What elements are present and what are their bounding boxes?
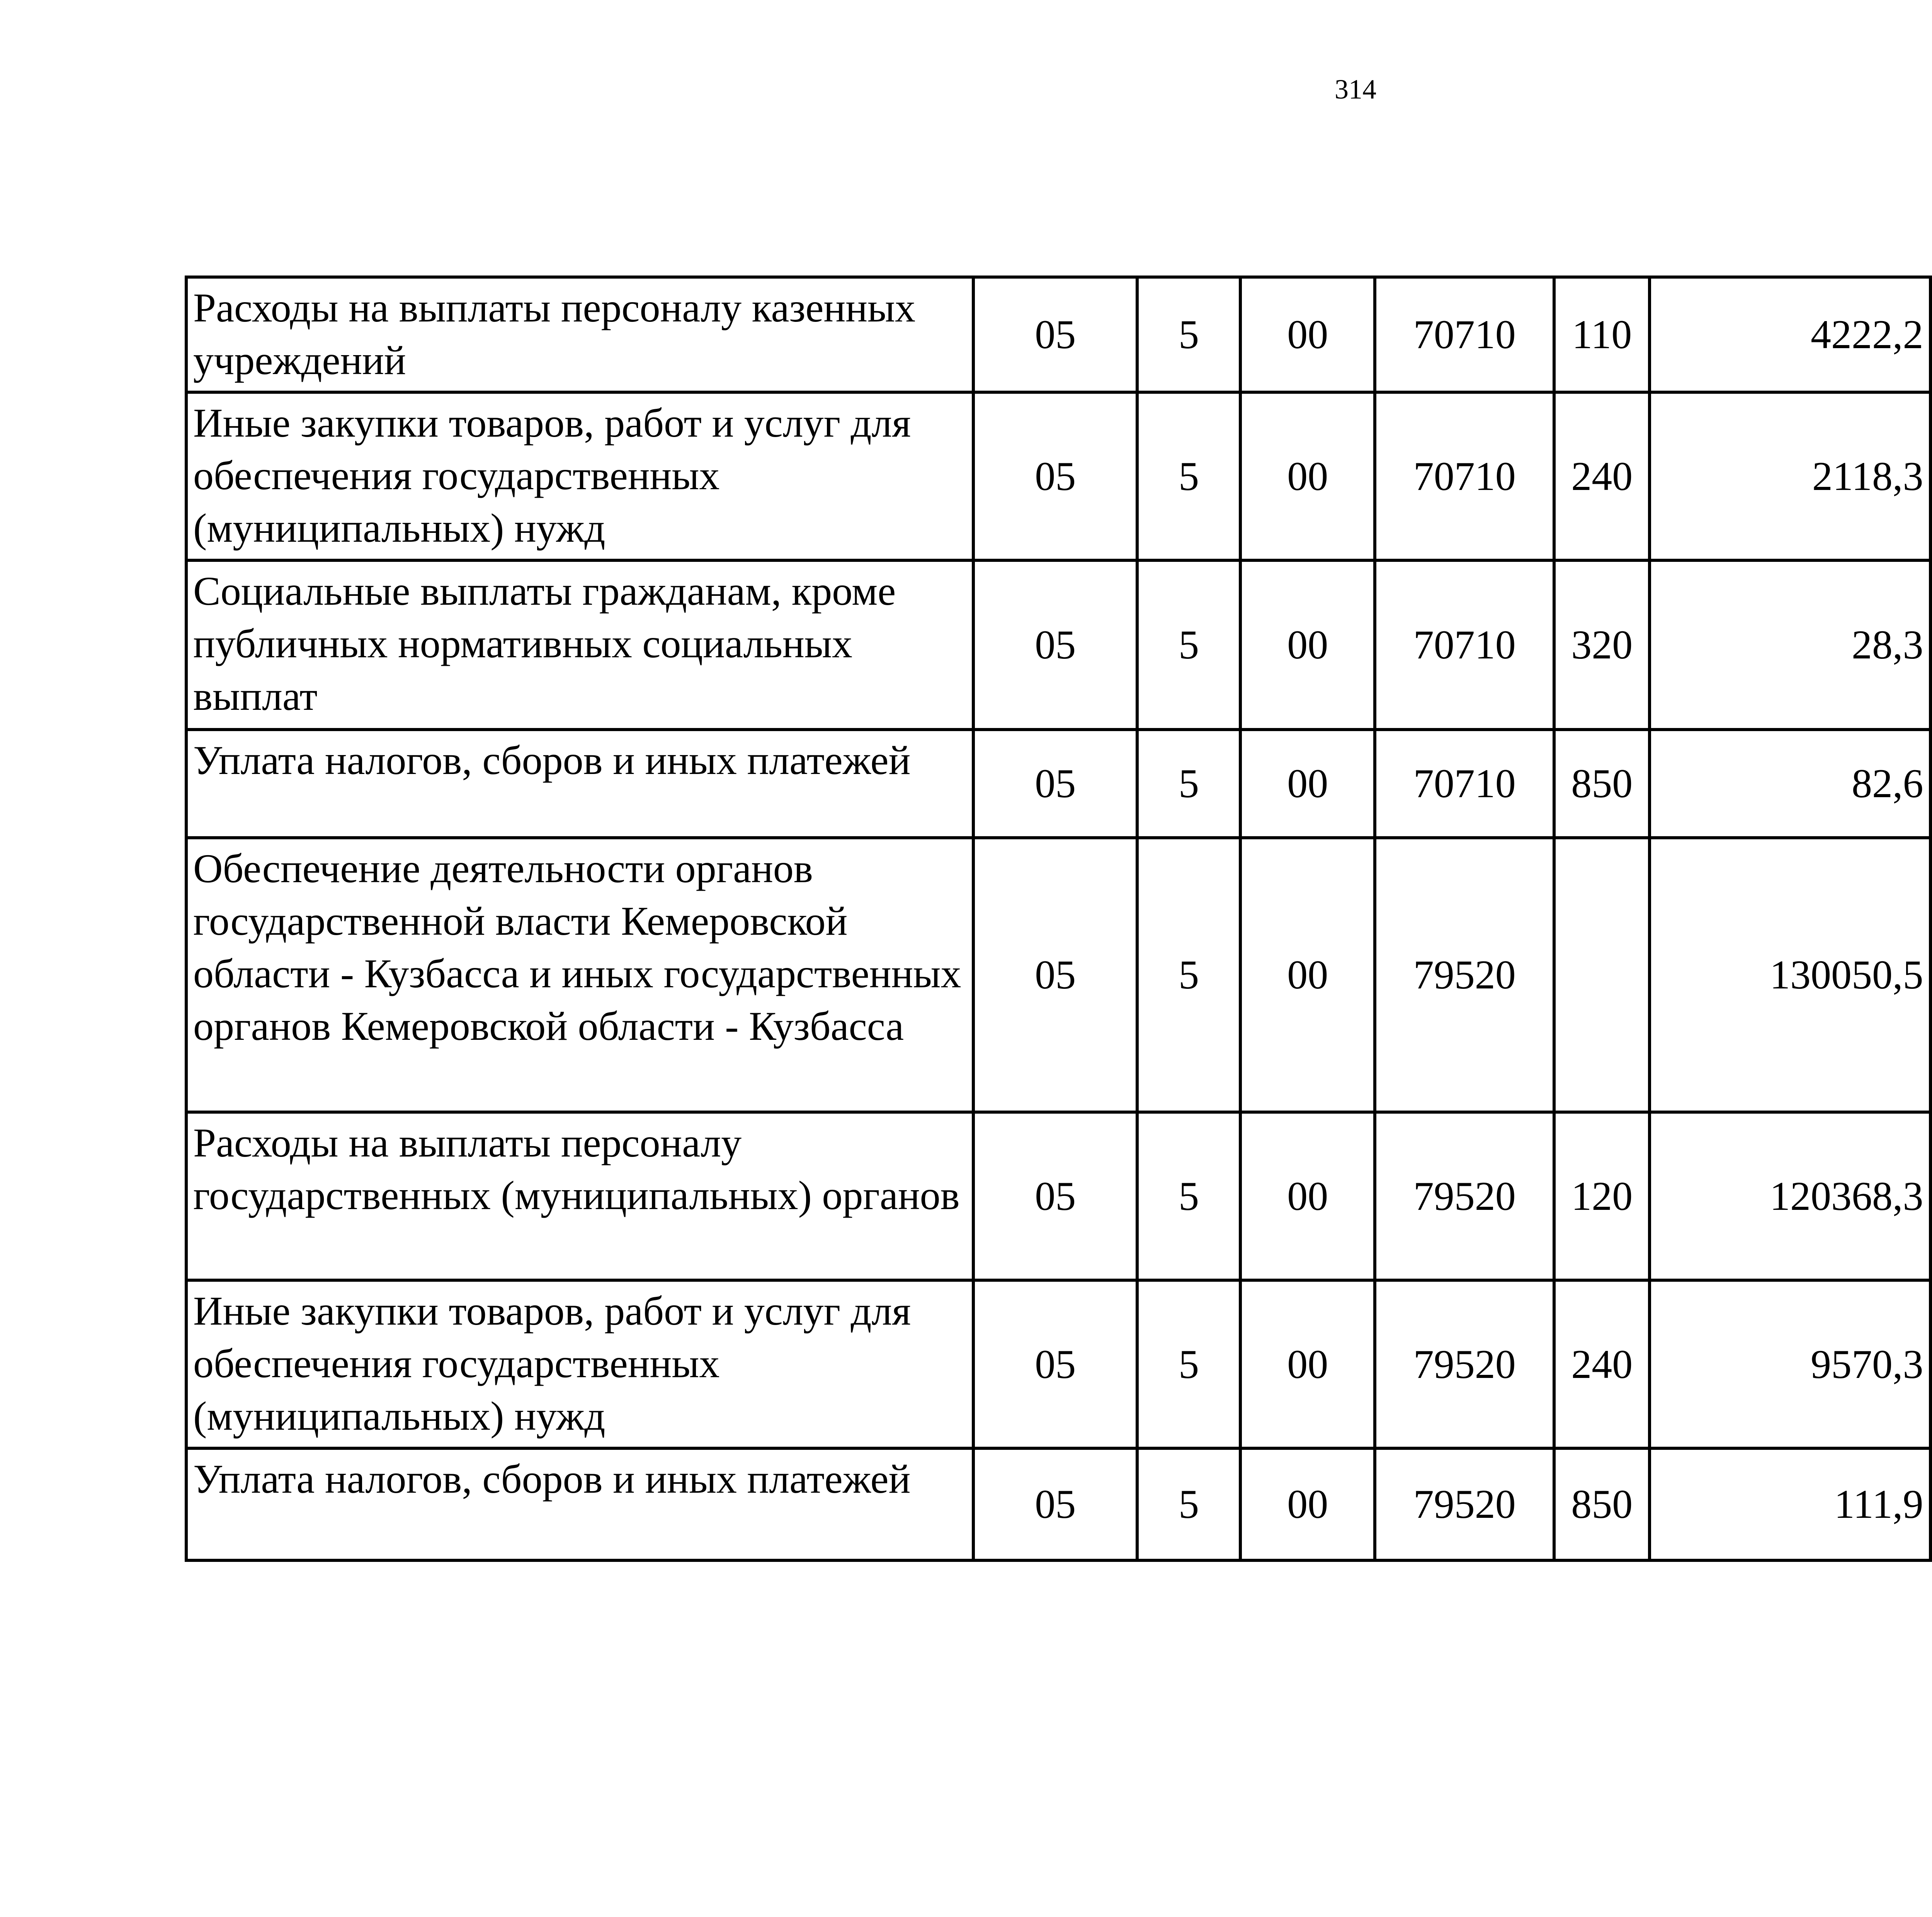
row-name: Иные закупки товаров, работ и услуг для обеспечения государственных (муниципальных) нужд — [186, 392, 973, 560]
program-code: 5 — [1137, 392, 1240, 560]
expense-type-code: 110 — [1554, 277, 1650, 392]
table-row — [186, 1112, 1932, 1280]
amount-2 — [1930, 1280, 1932, 1448]
program-code: 5 — [1137, 560, 1240, 730]
target-item-code: 79520 — [1375, 838, 1554, 1112]
expense-type-code: 120 — [1554, 1112, 1650, 1280]
section-code: 05 — [973, 838, 1137, 1112]
subprogram-code: 00 — [1240, 730, 1375, 838]
row-name: Расходы на выплаты персоналу казенных учреждений — [186, 277, 973, 392]
amount-2 — [1930, 838, 1932, 1112]
amount-2 — [1930, 1112, 1932, 1280]
amount-2 — [1930, 560, 1932, 730]
row-name: Уплата налогов, сборов и иных платежей — [186, 730, 973, 838]
table-row — [186, 277, 1932, 392]
table-row — [186, 838, 1932, 1112]
row-name: Обеспечение деятельности органов государственной власти Кемеровской области - Кузбасса и иных государственных органов Кемеровской области - Кузбасса — [186, 838, 973, 1112]
program-code: 5 — [1137, 730, 1240, 838]
program-code: 5 — [1137, 1448, 1240, 1560]
target-item-code: 70710 — [1375, 277, 1554, 392]
table-row — [186, 560, 1932, 730]
subprogram-code: 00 — [1240, 277, 1375, 392]
amount-1: 28,3 — [1650, 560, 1930, 730]
amount-1: 4222,2 — [1650, 277, 1930, 392]
amount-1: 82,6 — [1650, 730, 1930, 838]
row-name: Расходы на выплаты персоналу государственных (муниципальных) органов — [186, 1112, 973, 1280]
table-row — [186, 730, 1932, 838]
expense-type-code: 850 — [1554, 730, 1650, 838]
program-code: 5 — [1137, 1112, 1240, 1280]
row-name: Уплата налогов, сборов и иных платежей — [186, 1448, 973, 1560]
budget-table — [185, 276, 1932, 1562]
section-code: 05 — [973, 392, 1137, 560]
expense-type-code: 240 — [1554, 392, 1650, 560]
amount-1: 111,9 — [1650, 1448, 1930, 1560]
section-code: 05 — [973, 730, 1137, 838]
amount-1: 2118,3 — [1650, 392, 1930, 560]
amount-2 — [1930, 392, 1932, 560]
program-code: 5 — [1137, 277, 1240, 392]
section-code: 05 — [973, 560, 1137, 730]
target-item-code: 79520 — [1375, 1448, 1554, 1560]
row-name: Иные закупки товаров, работ и услуг для обеспечения государственных (муниципальных) нужд — [186, 1280, 973, 1448]
amount-1: 130050,5 — [1650, 838, 1930, 1112]
subprogram-code: 00 — [1240, 392, 1375, 560]
subprogram-code: 00 — [1240, 560, 1375, 730]
page-number: 314 — [1335, 74, 1376, 105]
program-code: 5 — [1137, 838, 1240, 1112]
target-item-code: 79520 — [1375, 1112, 1554, 1280]
target-item-code: 70710 — [1375, 730, 1554, 838]
amount-1: 120368,3 — [1650, 1112, 1930, 1280]
expense-type-code: 240 — [1554, 1280, 1650, 1448]
expense-type-code — [1554, 838, 1650, 1112]
subprogram-code: 00 — [1240, 838, 1375, 1112]
table-row — [186, 1280, 1932, 1448]
target-item-code: 70710 — [1375, 560, 1554, 730]
target-item-code: 70710 — [1375, 392, 1554, 560]
subprogram-code: 00 — [1240, 1280, 1375, 1448]
expense-type-code: 850 — [1554, 1448, 1650, 1560]
table-row — [186, 1448, 1932, 1560]
subprogram-code: 00 — [1240, 1112, 1375, 1280]
table-row — [186, 392, 1932, 560]
row-name: Социальные выплаты гражданам, кроме публичных нормативных социальных выплат — [186, 560, 973, 730]
section-code: 05 — [973, 1448, 1137, 1560]
amount-2 — [1930, 277, 1932, 392]
amount-1: 9570,3 — [1650, 1280, 1930, 1448]
program-code: 5 — [1137, 1280, 1240, 1448]
subprogram-code: 00 — [1240, 1448, 1375, 1560]
section-code: 05 — [973, 1112, 1137, 1280]
amount-2 — [1930, 730, 1932, 838]
amount-2 — [1930, 1448, 1932, 1560]
section-code: 05 — [973, 1280, 1137, 1448]
section-code: 05 — [973, 277, 1137, 392]
expense-type-code: 320 — [1554, 560, 1650, 730]
target-item-code: 79520 — [1375, 1280, 1554, 1448]
